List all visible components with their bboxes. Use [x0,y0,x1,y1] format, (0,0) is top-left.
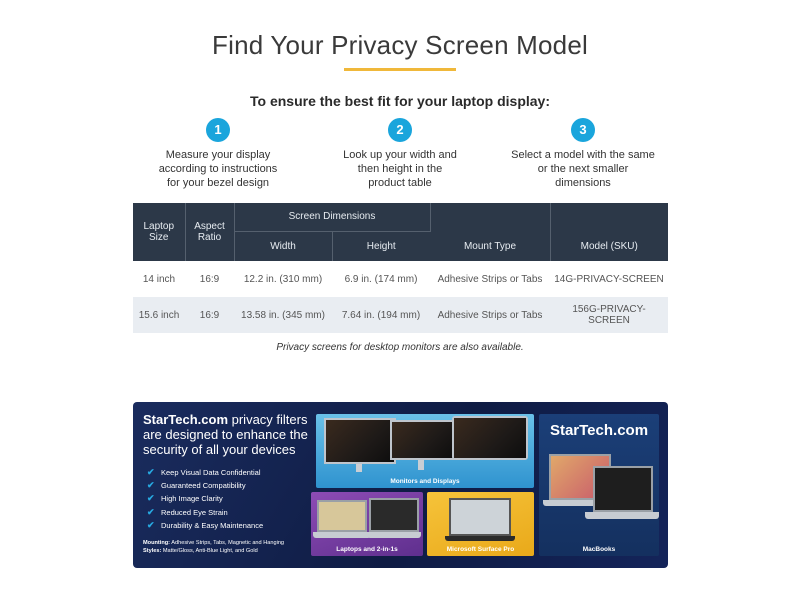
list-item [147,466,263,479]
mounting-label: Mounting: [143,540,171,546]
feature-label: Reduced Eye Strain [161,507,228,517]
step-3 [493,118,673,190]
feature-list [147,466,263,532]
header-height: Height [332,231,430,261]
feature-label: High Image Clarity [161,494,223,504]
table-row [133,297,668,333]
promo-banner [133,402,668,568]
banner-footnote [143,539,284,555]
surface-panel [427,492,534,556]
laptop-image [369,498,419,532]
monitor-image [324,418,396,464]
banner-headline [143,412,323,457]
tablet-image [449,498,511,536]
mounting-value: Adhesive Strips, Tabs, Magnetic and Hanging [170,540,285,546]
page-subtitle: To ensure the best fit for your laptop display: [250,93,550,109]
cell-size: 15.6 inch [133,297,185,333]
page-title: Find Your Privacy Screen Model [212,30,588,60]
title-underline [344,68,456,71]
header-aspect-ratio: Aspect Ratio [185,203,234,261]
step-text: Select a model with the same or the next smaller dimensions [511,149,655,189]
monitor-image [452,416,528,460]
panel-caption: Laptops and 2-in-1s [336,546,398,553]
cell-mount: Adhesive Strips or Tabs [430,261,550,297]
table-note: Privacy screens for desktop monitors are also available. [276,342,524,353]
cell-ratio: 16:9 [185,261,234,297]
step-1 [128,118,308,190]
check-icon: ✔ [147,493,155,504]
cell-height: 6.9 in. (174 mm) [332,261,430,297]
check-icon: ✔ [147,467,155,478]
feature-label: Keep Visual Data Confidential [161,468,261,478]
macbooks-panel [539,414,659,556]
model-table [133,203,668,333]
check-icon: ✔ [147,519,155,530]
check-icon: ✔ [147,480,155,491]
banner-headline-text: privacy filters are designed to enhance the security of all your devices [143,412,308,457]
check-icon: ✔ [147,506,155,517]
header-laptop-size: Laptop Size [133,203,185,261]
cell-width: 12.2 in. (310 mm) [234,261,332,297]
laptop-image [317,500,367,532]
cell-width: 13.58 in. (345 mm) [234,297,332,333]
feature-label: Durability & Easy Maintenance [161,520,264,530]
styles-value: Matte/Gloss, Anti-Blue Light, and Gold [161,548,258,554]
cell-model: 156G-PRIVACY-SCREEN [550,297,668,333]
step-text: Look up your width and then height in the product table [343,149,457,189]
panel-caption: Microsoft Surface Pro [446,546,515,553]
laptop-image [593,466,653,512]
list-item [147,479,263,492]
cell-height: 7.64 in. (194 mm) [332,297,430,333]
monitor-image [390,420,456,460]
header-screen-dimensions: Screen Dimensions [234,203,430,231]
cell-size: 14 inch [133,261,185,297]
styles-label: Styles: [143,548,162,554]
cell-model: 14G-PRIVACY-SCREEN [550,261,668,297]
cell-ratio: 16:9 [185,297,234,333]
panel-caption: MacBooks [582,546,616,553]
header-mount-type: Mount Type [430,203,550,261]
panel-caption: Monitors and Displays [390,478,460,485]
monitors-panel [316,414,534,488]
step-number-badge: 3 [571,118,595,142]
list-item [147,506,263,519]
feature-label: Guaranteed Compatibility [161,481,246,491]
brand-logo: StarTech.com [549,422,649,439]
list-item [147,519,263,532]
cell-mount: Adhesive Strips or Tabs [430,297,550,333]
step-number-badge: 2 [388,118,412,142]
table-row [133,261,668,297]
list-item [147,492,263,505]
laptops-panel [311,492,423,556]
step-2 [310,118,490,190]
header-width: Width [234,231,332,261]
step-text: Measure your display according to instructions for your bezel design [158,149,278,189]
step-number-badge: 1 [206,118,230,142]
header-model: Model (SKU) [550,203,668,261]
banner-brand: StarTech.com [143,412,229,427]
